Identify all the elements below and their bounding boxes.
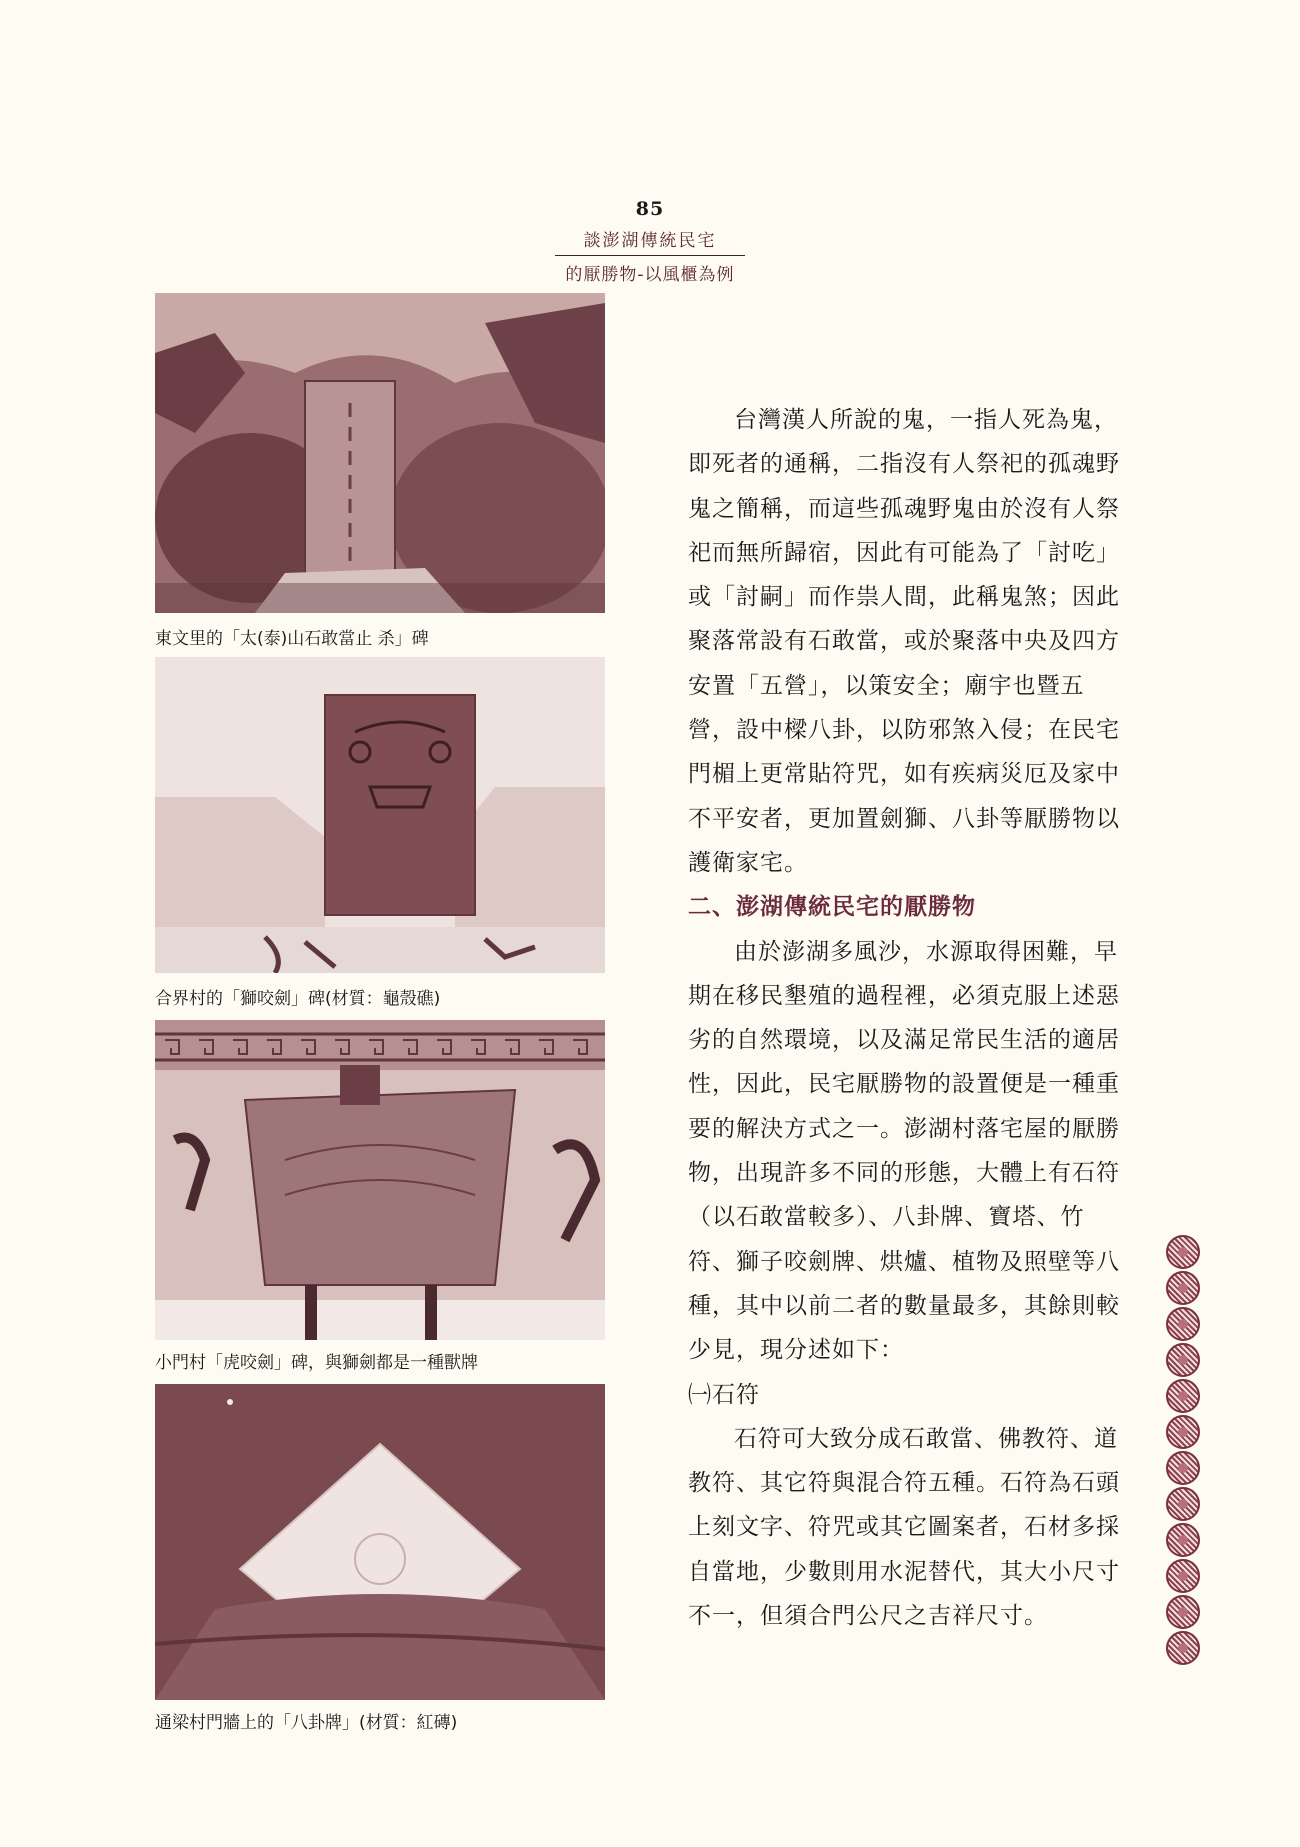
seal-icon [1166, 1343, 1200, 1377]
seal-icon [1166, 1595, 1200, 1629]
decorative-seal-strip [1163, 1235, 1203, 1667]
photo-tiger-plaque-image [155, 1020, 605, 1340]
seal-icon [1166, 1235, 1200, 1269]
header-title-line1: 談澎湖傳統民宅 [583, 231, 717, 251]
photo-lion-plaque-image [155, 657, 605, 973]
photo-stone-tablet-image [155, 293, 605, 613]
seal-icon [1166, 1523, 1200, 1557]
caption-figure-1: 東文里的「太(泰)山石敢當止 杀」碑 [155, 629, 429, 649]
caption-figure-3: 小門村「虎咬劍」碑，與獅劍都是一種獸牌 [155, 1353, 478, 1373]
subheading-stone-talisman: ㈠石符 [688, 1381, 760, 1408]
seal-icon [1166, 1631, 1200, 1665]
photo-lion-plaque [155, 657, 605, 973]
photo-tiger-plaque [155, 1020, 605, 1340]
header-rule [555, 255, 745, 256]
page-number: 85 [635, 198, 665, 220]
header-title-line2: 的厭勝物-以風櫃為例 [565, 265, 735, 285]
seal-icon [1166, 1451, 1200, 1485]
running-header [550, 198, 750, 285]
body-text-column [688, 398, 1128, 1638]
section-heading: 二、澎湖傳統民宅的厭勝物 [688, 894, 976, 921]
photo-bagua-plaque-image [155, 1384, 605, 1700]
paragraph-stone-talisman: 石符可大致分成石敢當、佛教符、道教符、其它符與混合符五種。石符為石頭上刻文字、符咒或其它圖案者，石材多採自當地，少數則用水泥替代，其大小尺寸不一，但須合門公尺之吉祥尺寸。 [688, 1425, 1120, 1630]
caption-figure-2: 合界村的「獅咬劍」碑(材質：龜殼礁) [155, 989, 441, 1009]
paragraph-environment: 由於澎湖多風沙，水源取得困難，早期在移民墾殖的過程裡，必須克服上述惡劣的自然環境，以及滿足常民生活的適居性，因此，民宅厭勝物的設置便是一種重要的解決方式之一。澎湖村落宅屋的厭勝物，出現許多不同的形態，大體上有石符（以石敢當較多）、八卦牌、寶塔、竹符、獅子咬劍牌、烘爐、植物及照壁等八種，其中以前二者的數量最多，其餘則較少見，現分述如下： [688, 938, 1120, 1364]
seal-icon [1166, 1487, 1200, 1521]
seal-icon [1166, 1379, 1200, 1413]
seal-icon [1166, 1415, 1200, 1449]
photo-bagua-plaque [155, 1384, 605, 1700]
photo-stone-tablet [155, 293, 605, 613]
paragraph-ghosts: 台灣漢人所說的鬼，一指人死為鬼，即死者的通稱，二指沒有人祭祀的孤魂野鬼之簡稱，而這些孤魂野鬼由於沒有人祭祀而無所歸宿，因此有可能為了「討吃」或「討嗣」而作祟人間，此稱鬼煞；因此聚落常設有石敢當，或於聚落中央及四方安置「五營」，以策安全；廟宇也暨五營，設中樑八卦，以防邪煞入侵；在民宅門楣上更常貼符咒，如有疾病災厄及家中不平安者，更加置劍獅、八卦等厭勝物以護衛家宅。 [688, 407, 1120, 876]
seal-icon [1166, 1559, 1200, 1593]
caption-figure-4: 通梁村門牆上的「八卦牌」(材質：紅磚) [155, 1713, 458, 1733]
seal-icon [1166, 1271, 1200, 1305]
seal-icon [1166, 1307, 1200, 1341]
